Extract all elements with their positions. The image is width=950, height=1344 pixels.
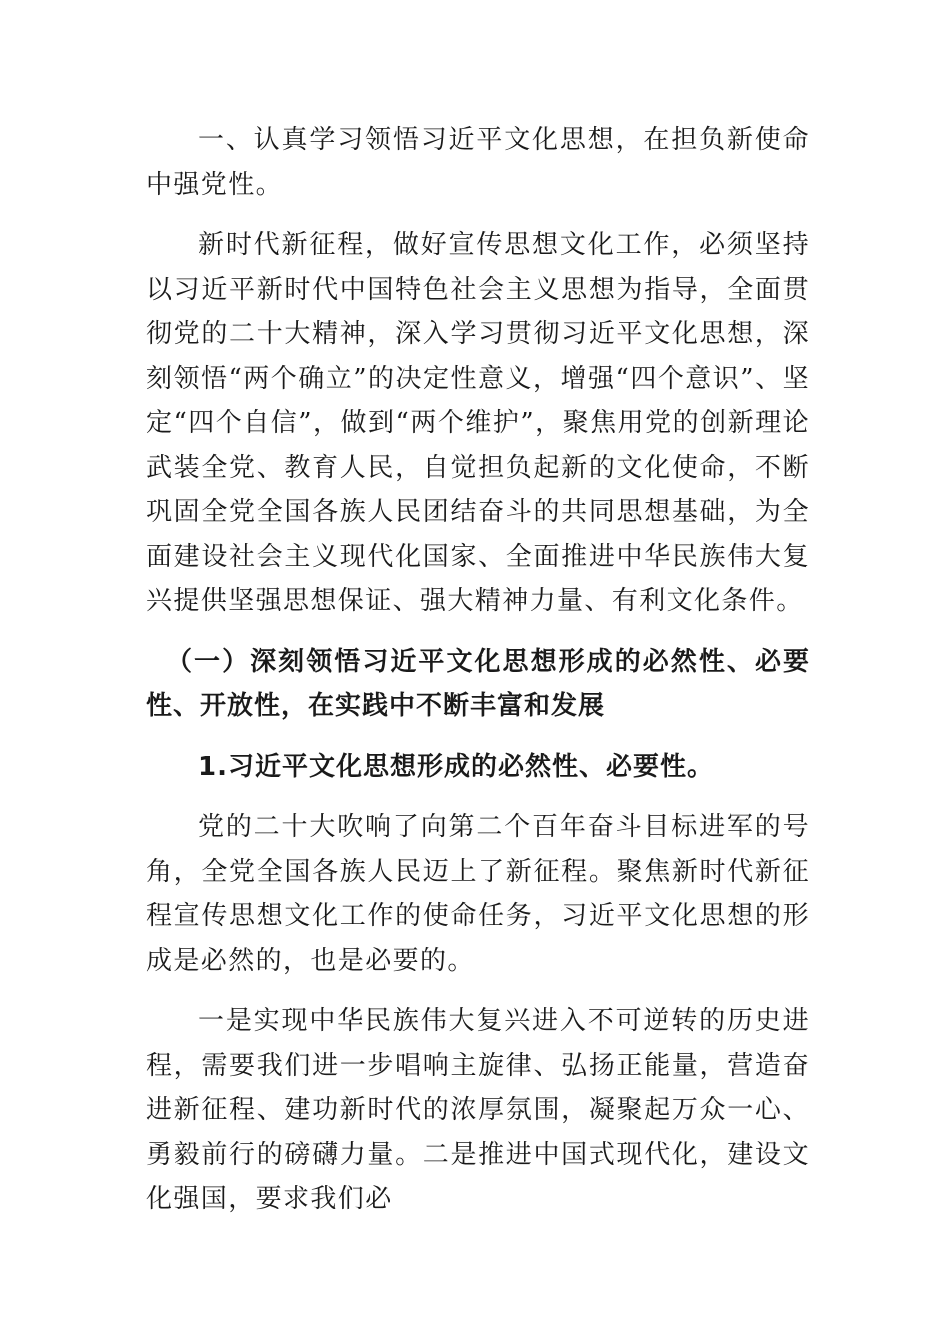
numbered-heading: 1.习近平文化思想形成的必然性、必要性。 [198, 751, 714, 782]
section-heading: 一、认真学习领悟习近平文化思想，在担负新使命中强党性。 [146, 125, 810, 200]
body-paragraph: 新时代新征程，做好宣传思想文化工作，必须坚持以习近平新时代中国特色社会主义思想为指导，全面贯彻党的二十大精神，深入学习贯彻习近平文化思想，深刻领悟“两个确立”的决定性意义，增强“四个意识”、坚定“四个自信”，做到“两个维护”，聚焦用党的创新理论武装全党、教育人民，自觉担负起新的文化使命，不断巩固全党全国各族人民团结奋斗的共同思想基础，为全面建设社会主义现代化国家、全面推进中华民族伟大复兴提供坚强思想保证、强大精神力量、有利文化条件。 [146, 230, 810, 616]
body-paragraph: 党的二十大吹响了向第二个百年奋斗目标进军的号角，全党全国各族人民迈上了新征程。聚焦新时代新征程宣传思想文化工作的使命任务，习近平文化思想的形成是必然的，也是必要的。 [146, 812, 810, 976]
document-page [146, 118, 810, 1222]
body-paragraph: 一是实现中华民族伟大复兴进入不可逆转的历史进程，需要我们进一步唱响主旋律、弘扬正能量，营造奋进新征程、建功新时代的浓厚氛围，凝聚起万众一心、勇毅前行的磅礴力量。二是推进中国式现代化，建设文化强国，要求我们必 [146, 1006, 810, 1214]
subsection-heading: （一）深刻领悟习近平文化思想形成的必然性、必要性、开放性，在实践中不断丰富和发展 [146, 646, 810, 721]
